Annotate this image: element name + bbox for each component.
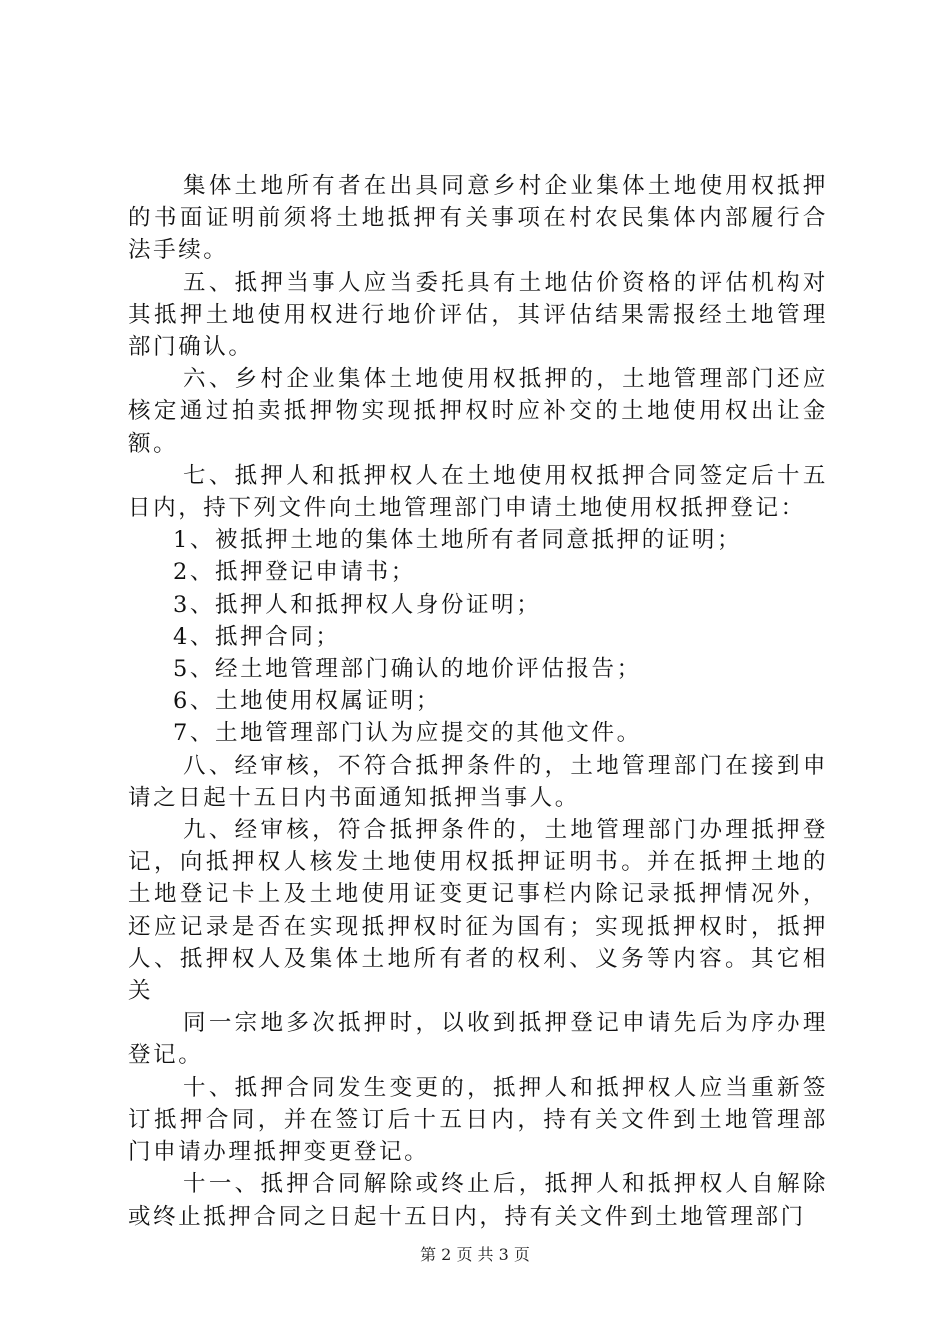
document-body [128,170,828,1233]
paragraph-article-9: 九、经审核，符合抵押条件的，土地管理部门办理抵押登记，向抵押权人核发土地使用权抵押证明书。并在抵押土地的土地登记卡上及土地使用证变更记事栏内除记录抵押情况外，还应记录是否在实现抵押权时征为国有；实现抵押权时，抵押人、抵押权人及集体土地所有者的权利、义务等内容。其它相关 [128,817,828,1005]
list-item: 1、被抵押土地的集体土地所有者同意抵押的证明； [173,527,743,554]
paragraph-article-5: 五、抵押当事人应当委托具有土地估价资格的评估机构对其抵押土地使用权进行地价评估，其评估结果需报经土地管理部门确认。 [128,269,828,361]
paragraph-article-8: 八、经审核，不符合抵押条件的，土地管理部门在接到申请之日起十五日内书面通知抵押当事人。 [128,752,828,811]
list-item: 4、抵押合同； [173,623,341,650]
paragraph-collective-owner-procedure: 集体土地所有者在出具同意乡村企业集体土地使用权抵押的书面证明前须将土地抵押有关事项在村农民集体内部履行合法手续。 [128,173,828,264]
list-item: 5、经土地管理部门确认的地价评估报告； [173,656,642,683]
list-item: 2、抵押登记申请书； [173,559,416,586]
paragraph-article-7: 七、抵押人和抵押权人在土地使用权抵押合同签定后十五日内，持下列文件向土地管理部门申请土地使用权抵押登记： [128,462,828,522]
list-item: 7、土地管理部门认为应提交的其他文件。 [173,720,642,747]
paragraph-article-10: 十、抵押合同发生变更的，抵押人和抵押权人应当重新签订抵押合同，并在签订后十五日内，持有关文件到土地管理部门申请办理抵押变更登记。 [128,1074,828,1166]
list-item: 6、土地使用权属证明； [173,688,441,715]
list-item: 3、抵押人和抵押权人身份证明； [173,591,542,618]
paragraph-article-11: 十一、抵押合同解除或终止后，抵押人和抵押权人自解除或终止抵押合同之日起十五日内，持有关文件到土地管理部门 [128,1171,828,1230]
paragraph-article-6: 六、乡村企业集体土地使用权抵押的，土地管理部门还应核定通过拍卖抵押物实现抵押权时应补交的土地使用权出让金额。 [128,366,828,457]
paragraph-multiple-mortgage: 同一宗地多次抵押时，以收到抵押登记申请先后为序办理登记。 [128,1010,828,1069]
page-number-footer: 第 2 页 共 3 页 [420,1245,530,1264]
